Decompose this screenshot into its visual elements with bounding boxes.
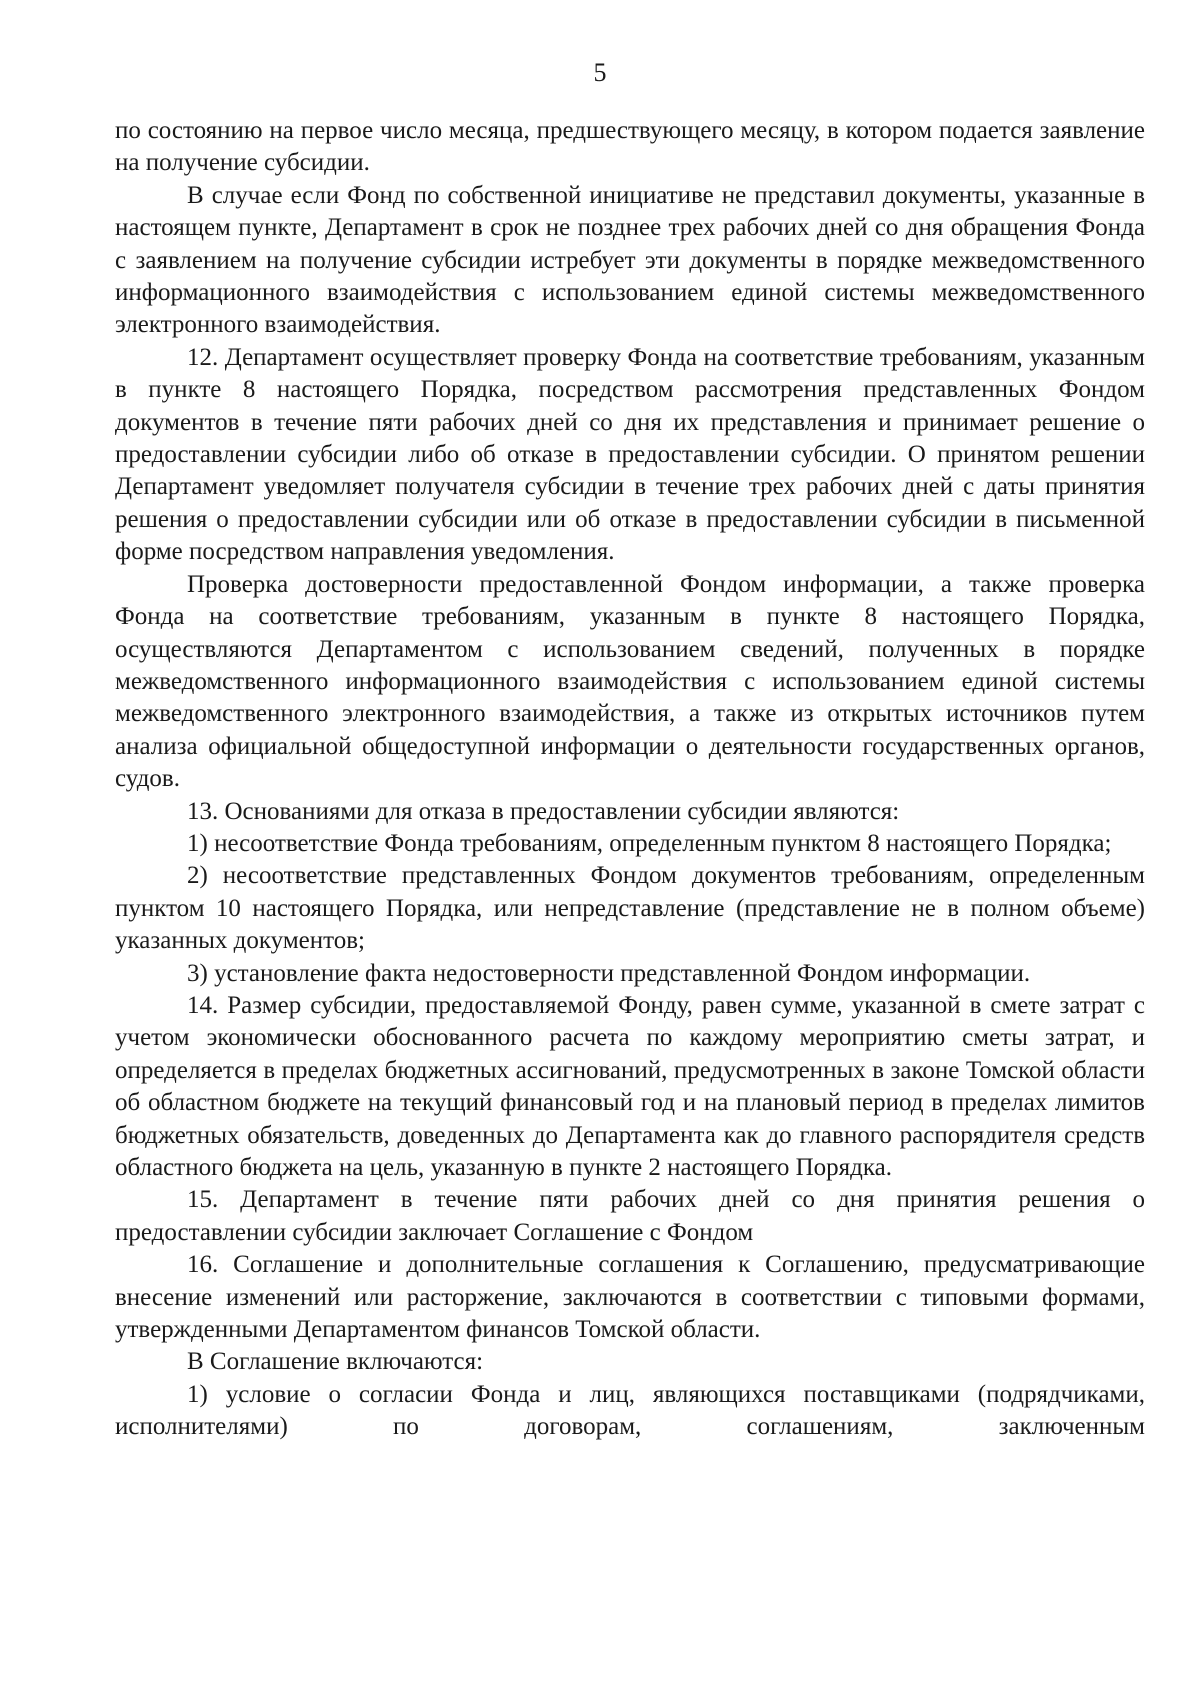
- paragraph-item-13: 13. Основаниями для отказа в предоставлении субсидии являются:: [187, 797, 900, 825]
- paragraph-item-13-1: 1) несоответствие Фонда требованиям, определенным пунктом 8 настоящего Порядка;: [187, 829, 1112, 857]
- paragraph-agreement-includes: В Соглашение включаются:: [187, 1348, 484, 1376]
- paragraph-item-13-2: 2) несоответствие представленных Фондом документов требованиям, определенным пунктом 10 настоящего Порядка, или непредставление (представление не в полном объеме) указанных документов;: [115, 862, 1145, 955]
- paragraph-item-16: 16. Соглашение и дополнительные соглашения к Соглашению, предусматривающие внесение изменений или расторжение, заключаются в соответствии с типовыми формами, утвержденными Департаментом финансов Томской области.: [115, 1251, 1145, 1344]
- paragraph-item-14: 14. Размер субсидии, предоставляемой Фонду, равен сумме, указанной в смете затрат с учетом экономически обоснованного расчета по каждому мероприятию сметы затрат, и определяется в пределах бюджетных ассигнований, предусмотренных в законе Томской области об областном бюджете на текущий финансовый год и на плановый период в пределах лимитов бюджетных обязательств, доведенных до Департамента как до главного распорядителя средств областного бюджета на цель, указанную в пункте 2 настоящего Порядка.: [115, 991, 1145, 1181]
- paragraph-fund-documents: В случае если Фонд по собственной инициативе не представил документы, указанные в настоящем пункте, Департамент в срок не позднее трех рабочих дней со дня обращения Фонда с заявлением на получение субсидии истребует эти документы в порядке межведомственного информационного взаимодействия с использованием единой системы межведомственного электронного взаимодействия.: [115, 181, 1145, 339]
- paragraph-verification: Проверка достоверности предоставленной Фондом информации, а также проверка Фонда на соответствие требованиям, указанным в пункте 8 настоящего Порядка, осуществляются Департаментом с использованием сведений, полученных в порядке межведомственного информационного взаимодействия с использованием единой системы межведомственного электронного взаимодействия, а также из открытых источников путем анализа официальной общедоступной информации о деятельности государственных органов, судов.: [115, 570, 1145, 793]
- paragraph-item-12: 12. Департамент осуществляет проверку Фонда на соответствие требованиям, указанным в пункте 8 настоящего Порядка, посредством рассмотрения представленных Фондом документов в течение пяти рабочих дней со дня их представления и принимает решение о предоставлении субсидии либо об отказе в предоставлении субсидии. О принятом решении Департамент уведомляет получателя субсидии в течение трех рабочих дней с даты принятия решения о предоставлении субсидии или об отказе в предоставлении субсидии в письменной форме посредством направления уведомления.: [115, 343, 1145, 566]
- paragraph-item-15: 15. Департамент в течение пяти рабочих дней со дня принятия решения о предоставлении субсидии заключает Соглашение с Фондом: [115, 1186, 1145, 1246]
- document-body: [115, 115, 1145, 1444]
- paragraph-agreement-condition-1: 1) условие о согласии Фонда и лиц, являющихся поставщиками (подрядчиками, исполнителями) по договорам, соглашениям, заключенным: [115, 1380, 1145, 1441]
- paragraph-item-13-3: 3) установление факта недостоверности представленной Фондом информации.: [187, 959, 1031, 987]
- paragraph-continuation: по состоянию на первое число месяца, предшествующего месяцу, в котором подается заявление на получение субсидии.: [115, 117, 1145, 177]
- page-number: 5: [593, 58, 607, 87]
